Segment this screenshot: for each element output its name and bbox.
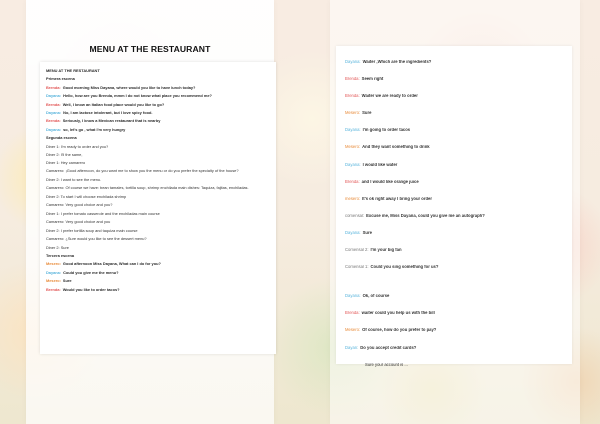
dialogue-line [46, 176, 272, 184]
dialogue-line [46, 75, 272, 83]
line-text: Diner 2: Sure [46, 244, 69, 250]
line-text: Seriously, I know a Mexican restaurant that is nearby [62, 118, 161, 124]
dialogue-line [46, 210, 272, 218]
left-page [26, 0, 274, 424]
dialogue-line [46, 227, 272, 235]
dialogue-line [46, 185, 272, 190]
dialogue-line [46, 101, 272, 109]
dialogue-line [345, 214, 567, 231]
line-text: so, let's go , what I'm very hungry [63, 126, 126, 132]
line-text: Camarero: Very good choice and you? [46, 202, 113, 208]
dialogue-line [46, 277, 272, 285]
line-text: And they want something to drink [362, 145, 430, 150]
dialogue-line [46, 117, 272, 125]
line-text: Camarero: Of course we have: bean tamales, tortilla soup, shrimp enchilada main dishes: Taquiza, fajitas, enchiladas. [46, 184, 249, 190]
speaker-label: Dayana: [345, 230, 361, 235]
line-text: Of course, how do you prefer to pay? [362, 328, 437, 333]
dialogue-line [46, 92, 272, 100]
dialogue-line [345, 145, 567, 162]
speaker-label: Dayana: [345, 128, 361, 133]
line-text: Diner 2: To start I will choose enchilada shrimp [46, 194, 127, 200]
dialogue-line [345, 77, 567, 94]
speaker-label: Brenda: [46, 118, 61, 124]
speaker-label: Dayana: [345, 60, 361, 64]
line-text: Diner 2: I prefer tortilla soup and taquiza main course [46, 227, 138, 233]
dialogue-line [46, 134, 272, 142]
speaker-label: Mesero: [345, 145, 361, 150]
dialogue-line [345, 328, 567, 345]
speaker-label: Dayana: [46, 269, 62, 275]
dialogue-line [345, 231, 567, 248]
line-text: I'm your big fan [370, 248, 402, 253]
dialogue-line [345, 294, 567, 311]
dialogue-line [345, 128, 567, 145]
speaker-label: Brenda: [345, 311, 360, 316]
speaker-label: Dayana: [345, 294, 361, 299]
speaker-label: Brenda: [345, 77, 360, 82]
line-text: Sure [362, 111, 372, 116]
line-text: No, I am lactose intolerant, but I love spicy food. [63, 110, 153, 116]
line-text: Hello, how are you Brenda, mmm I do not know what place you recommend me? [63, 93, 212, 99]
script-card-left [40, 62, 276, 354]
script-lines-right [345, 60, 567, 380]
dialogue-line [345, 94, 567, 111]
speaker-label: Brenda: [345, 179, 360, 184]
dialogue-line [345, 311, 567, 328]
script-card-right [336, 46, 572, 367]
dialogue-line [345, 363, 567, 380]
line-text: waiter could you help us with the bill [361, 311, 435, 316]
right-page [330, 0, 580, 424]
line-text: Sure [62, 278, 72, 284]
dialogue-line [345, 111, 567, 128]
speaker-label: Dayana: [345, 162, 361, 167]
speaker-label: mesero: [345, 196, 361, 201]
line-text: Good afternoon Miss Dayana, What can I do for you? [62, 261, 161, 267]
line-text: Primera escena [46, 76, 75, 82]
dialogue-line [345, 197, 567, 214]
dialogue-line [46, 218, 272, 226]
dialogue-line [46, 109, 272, 117]
dialogue-line [345, 60, 567, 77]
speaker-label: Dayan: [345, 345, 359, 350]
dialogue-line [46, 252, 272, 260]
dialogue-line [345, 163, 567, 180]
line-text: Tercera escena [46, 252, 75, 258]
line-text: Diner 2: I'll the same, [46, 152, 83, 158]
speaker-label: Comensal 1: [345, 265, 369, 270]
line-text: Diner 1: Hey camarero [46, 160, 86, 166]
speaker-label: Mesero: [345, 328, 361, 333]
dialogue-line [46, 159, 272, 167]
dialogue-line [345, 346, 567, 363]
line-text: Ok, of course [362, 294, 390, 299]
line-gap [345, 282, 567, 294]
line-text: Would you like to order tacos? [62, 286, 120, 292]
dialogue-line [345, 180, 567, 197]
script-lines-left [46, 67, 272, 294]
line-text: Camarero: ¿Sure would you like to see the dessert menu? [46, 236, 147, 242]
speaker-label: Brenda: [345, 94, 360, 99]
dialogue-line [46, 260, 272, 268]
speaker-label: Dayana: [46, 126, 62, 132]
speaker-label: Brenda: [46, 286, 61, 292]
dialogue-line [46, 67, 272, 75]
speaker-label: Dayana: [46, 93, 62, 99]
dialogue-line [46, 126, 272, 134]
speaker-label: Brenda: [46, 84, 61, 90]
dialogue-line [46, 143, 272, 151]
line-text: Good morning Miss Dayana, where would you like to have lunch today? [62, 84, 196, 90]
dialogue-line [345, 248, 567, 265]
line-text: Camarero: Very good choice and you [46, 219, 111, 225]
speaker-label: Mesero: [345, 111, 361, 116]
line-text: Excuse me, Miss Dayana, could you give me an autograph? [366, 213, 485, 218]
line-text: MENU AT THE RESTAURANT [46, 68, 100, 73]
speaker-label: Mesero: [46, 278, 61, 284]
dialogue-line [46, 193, 272, 201]
line-text: I would like water [362, 162, 398, 167]
line-text: It's ok right away I bring your order [362, 196, 433, 201]
line-text: Waiter we are ready to order [361, 94, 418, 99]
line-text: Well, I know an Italian food place would you like to go? [62, 101, 165, 107]
line-text: Do you accept credit cards? [360, 345, 417, 350]
dialogue-line [46, 269, 272, 277]
line-text: I'm going to order tacos [362, 128, 411, 133]
dialogue-line [46, 201, 272, 209]
dialogue-line [46, 151, 272, 159]
line-text: Camarero: ¡Good afternoon, do you want me to show you the menu or do you prefer the specialty of the house? [46, 167, 239, 173]
line-text: Sure your account is ... [365, 362, 408, 367]
line-text: Sure [362, 230, 372, 235]
line-text: Seem right [361, 77, 384, 82]
line-text: Diner 2: I want to see the menu. [46, 177, 102, 183]
speaker-label: Dayana: [46, 110, 62, 116]
line-text: Diner 1: I prefer tomato casserole and the enchiladas main course [46, 210, 160, 216]
dialogue-line [46, 235, 272, 243]
speaker-label: Comensal 2: [345, 248, 369, 253]
line-text: Could you give me the menu? [63, 269, 119, 275]
speaker-label: comensal: [345, 213, 365, 218]
line-text: Segunda escena [46, 135, 77, 141]
line-text: Diner 1: I'm ready to order and you? [46, 143, 109, 149]
line-text: Could you sing something for us? [370, 265, 439, 270]
line-text: and I would like orange juice [361, 179, 419, 184]
speaker-label: Brenda: [46, 101, 61, 107]
line-text: Waiter ,Which are the ingredients? [362, 60, 432, 64]
dialogue-line [46, 84, 272, 92]
speaker-label: Mesero: [46, 261, 61, 267]
dialogue-line [46, 244, 272, 252]
page-title: MENU AT THE RESTAURANT [89, 44, 211, 54]
dialogue-line [345, 265, 567, 282]
dialogue-line [46, 168, 272, 173]
dialogue-line [46, 286, 272, 294]
